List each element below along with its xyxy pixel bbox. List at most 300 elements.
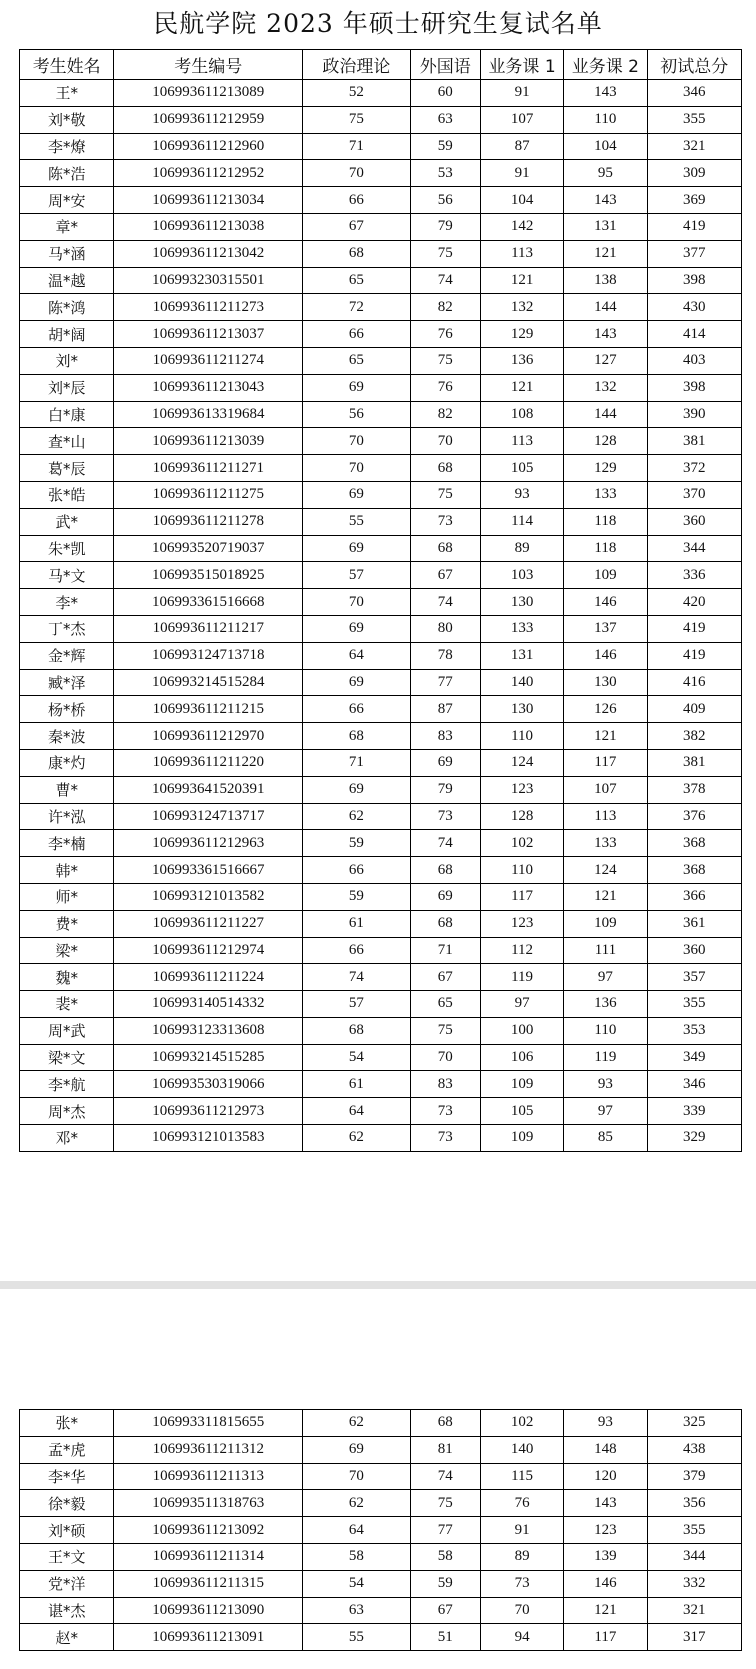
cell-politics: 66 (303, 696, 410, 723)
cell-candidate-id: 106993611211215 (114, 696, 303, 723)
cell-name: 秦*波 (20, 723, 114, 750)
cell-course-1: 113 (480, 428, 563, 455)
cell-candidate-id: 106993611211314 (114, 1543, 303, 1570)
cell-total-score: 438 (647, 1436, 741, 1463)
cell-foreign-language: 75 (410, 1017, 480, 1044)
cell-foreign-language: 73 (410, 803, 480, 830)
cell-course-2: 121 (564, 240, 647, 267)
cell-total-score: 309 (647, 160, 741, 187)
table-row (20, 749, 742, 776)
cell-candidate-id: 106993611212963 (114, 830, 303, 857)
cell-course-2: 121 (564, 1597, 647, 1624)
cell-foreign-language: 79 (410, 776, 480, 803)
cell-total-score: 403 (647, 347, 741, 374)
cell-total-score: 355 (647, 991, 741, 1018)
table-row (20, 374, 742, 401)
cell-course-2: 93 (564, 1071, 647, 1098)
table-row (20, 1125, 742, 1152)
admission-list-table-continued (19, 1409, 742, 1651)
table-row (20, 1436, 742, 1463)
cell-total-score: 369 (647, 187, 741, 214)
table-row (20, 1410, 742, 1437)
cell-politics: 69 (303, 669, 410, 696)
cell-name: 武* (20, 508, 114, 535)
cell-name: 师* (20, 883, 114, 910)
cell-course-1: 124 (480, 749, 563, 776)
cell-foreign-language: 63 (410, 106, 480, 133)
cell-candidate-id: 106993641520391 (114, 776, 303, 803)
cell-course-1: 140 (480, 669, 563, 696)
admission-list-table (19, 49, 742, 1152)
cell-politics: 59 (303, 830, 410, 857)
cell-candidate-id: 106993124713717 (114, 803, 303, 830)
cell-name: 刘*敬 (20, 106, 114, 133)
cell-politics: 68 (303, 723, 410, 750)
cell-course-1: 136 (480, 347, 563, 374)
cell-name: 李*华 (20, 1463, 114, 1490)
cell-candidate-id: 106993214515284 (114, 669, 303, 696)
cell-candidate-id: 106993520719037 (114, 535, 303, 562)
cell-name: 陈*浩 (20, 160, 114, 187)
cell-candidate-id: 106993611211227 (114, 910, 303, 937)
table-row (20, 133, 742, 160)
cell-politics: 64 (303, 1517, 410, 1544)
cell-politics: 69 (303, 374, 410, 401)
cell-politics: 55 (303, 1624, 410, 1651)
cell-foreign-language: 70 (410, 428, 480, 455)
cell-candidate-id: 106993611213090 (114, 1597, 303, 1624)
cell-candidate-id: 106993611211224 (114, 964, 303, 991)
cell-total-score: 372 (647, 455, 741, 482)
table-row (20, 213, 742, 240)
cell-name: 李*燎 (20, 133, 114, 160)
cell-name: 李*楠 (20, 830, 114, 857)
cell-course-1: 106 (480, 1044, 563, 1071)
cell-politics: 62 (303, 1410, 410, 1437)
cell-foreign-language: 67 (410, 562, 480, 589)
cell-course-1: 115 (480, 1463, 563, 1490)
cell-total-score: 381 (647, 749, 741, 776)
table-row (20, 1570, 742, 1597)
table-body-page-1 (20, 80, 742, 1152)
cell-foreign-language: 76 (410, 374, 480, 401)
cell-course-2: 131 (564, 213, 647, 240)
cell-course-2: 107 (564, 776, 647, 803)
cell-foreign-language: 60 (410, 80, 480, 107)
cell-course-2: 146 (564, 1570, 647, 1597)
cell-foreign-language: 70 (410, 1044, 480, 1071)
cell-name: 周*武 (20, 1017, 114, 1044)
cell-total-score: 376 (647, 803, 741, 830)
cell-politics: 70 (303, 160, 410, 187)
cell-course-1: 107 (480, 106, 563, 133)
cell-total-score: 430 (647, 294, 741, 321)
cell-total-score: 317 (647, 1624, 741, 1651)
cell-course-2: 93 (564, 1410, 647, 1437)
cell-course-2: 128 (564, 428, 647, 455)
cell-total-score: 357 (647, 964, 741, 991)
cell-course-2: 111 (564, 937, 647, 964)
cell-candidate-id: 106993611212974 (114, 937, 303, 964)
cell-total-score: 377 (647, 240, 741, 267)
cell-politics: 61 (303, 1071, 410, 1098)
cell-total-score: 336 (647, 562, 741, 589)
cell-course-1: 123 (480, 776, 563, 803)
cell-politics: 58 (303, 1543, 410, 1570)
table-row (20, 240, 742, 267)
cell-foreign-language: 75 (410, 481, 480, 508)
cell-course-1: 140 (480, 1436, 563, 1463)
cell-course-2: 148 (564, 1436, 647, 1463)
cell-course-2: 104 (564, 133, 647, 160)
cell-course-1: 94 (480, 1624, 563, 1651)
cell-foreign-language: 68 (410, 857, 480, 884)
table-row (20, 1098, 742, 1125)
table-row (20, 321, 742, 348)
table-row (20, 535, 742, 562)
cell-course-1: 89 (480, 535, 563, 562)
cell-course-1: 103 (480, 562, 563, 589)
cell-course-2: 136 (564, 991, 647, 1018)
page-title: 民航学院 2023 年硕士研究生复试名单 (153, 9, 603, 38)
cell-course-1: 142 (480, 213, 563, 240)
cell-course-2: 130 (564, 669, 647, 696)
cell-course-2: 143 (564, 80, 647, 107)
cell-course-2: 85 (564, 1125, 647, 1152)
cell-course-2: 143 (564, 321, 647, 348)
cell-name: 陈*鸿 (20, 294, 114, 321)
cell-name: 梁*文 (20, 1044, 114, 1071)
cell-total-score: 381 (647, 428, 741, 455)
cell-name: 杨*桥 (20, 696, 114, 723)
cell-candidate-id: 106993611211273 (114, 294, 303, 321)
cell-name: 孟*虎 (20, 1436, 114, 1463)
cell-name: 张* (20, 1410, 114, 1437)
cell-course-1: 76 (480, 1490, 563, 1517)
cell-total-score: 355 (647, 1517, 741, 1544)
cell-politics: 55 (303, 508, 410, 535)
cell-course-2: 123 (564, 1517, 647, 1544)
cell-name: 张*皓 (20, 481, 114, 508)
cell-foreign-language: 73 (410, 508, 480, 535)
cell-course-1: 93 (480, 481, 563, 508)
cell-total-score: 414 (647, 321, 741, 348)
cell-candidate-id: 106993123313608 (114, 1017, 303, 1044)
cell-politics: 74 (303, 964, 410, 991)
cell-total-score: 321 (647, 1597, 741, 1624)
header-course-2: 业务课 2 (564, 50, 647, 80)
header-politics: 政治理论 (303, 50, 410, 80)
cell-politics: 54 (303, 1044, 410, 1071)
cell-name: 王* (20, 80, 114, 107)
cell-name: 金*辉 (20, 642, 114, 669)
cell-total-score: 409 (647, 696, 741, 723)
cell-total-score: 325 (647, 1410, 741, 1437)
cell-politics: 68 (303, 1017, 410, 1044)
cell-course-1: 109 (480, 1071, 563, 1098)
cell-course-1: 129 (480, 321, 563, 348)
cell-course-1: 91 (480, 160, 563, 187)
cell-total-score: 332 (647, 1570, 741, 1597)
table-header-row (20, 50, 742, 80)
cell-candidate-id: 106993611212960 (114, 133, 303, 160)
cell-candidate-id: 106993611211274 (114, 347, 303, 374)
cell-total-score: 370 (647, 481, 741, 508)
cell-candidate-id: 106993140514332 (114, 991, 303, 1018)
cell-politics: 70 (303, 455, 410, 482)
cell-politics: 63 (303, 1597, 410, 1624)
cell-course-1: 87 (480, 133, 563, 160)
cell-foreign-language: 74 (410, 1463, 480, 1490)
cell-course-2: 110 (564, 1017, 647, 1044)
cell-name: 康*灼 (20, 749, 114, 776)
cell-course-2: 144 (564, 294, 647, 321)
cell-course-1: 105 (480, 455, 563, 482)
cell-total-score: 360 (647, 508, 741, 535)
table-row (20, 1463, 742, 1490)
table-row (20, 562, 742, 589)
cell-candidate-id: 106993611211271 (114, 455, 303, 482)
cell-total-score: 349 (647, 1044, 741, 1071)
cell-candidate-id: 106993361516667 (114, 857, 303, 884)
cell-total-score: 416 (647, 669, 741, 696)
cell-name: 葛*辰 (20, 455, 114, 482)
table-body-page-2 (20, 1410, 742, 1651)
cell-foreign-language: 65 (410, 991, 480, 1018)
cell-name: 刘* (20, 347, 114, 374)
cell-course-1: 102 (480, 830, 563, 857)
cell-foreign-language: 82 (410, 401, 480, 428)
cell-name: 曹* (20, 776, 114, 803)
cell-course-1: 70 (480, 1597, 563, 1624)
cell-course-2: 124 (564, 857, 647, 884)
table-row (20, 883, 742, 910)
cell-course-1: 91 (480, 1517, 563, 1544)
cell-total-score: 419 (647, 615, 741, 642)
cell-course-2: 120 (564, 1463, 647, 1490)
cell-total-score: 329 (647, 1125, 741, 1152)
cell-course-2: 126 (564, 696, 647, 723)
cell-course-2: 109 (564, 562, 647, 589)
table-row (20, 106, 742, 133)
cell-candidate-id: 106993611213091 (114, 1624, 303, 1651)
cell-foreign-language: 69 (410, 883, 480, 910)
cell-course-2: 133 (564, 481, 647, 508)
cell-course-1: 117 (480, 883, 563, 910)
table-row (20, 187, 742, 214)
cell-course-1: 123 (480, 910, 563, 937)
table-row (20, 589, 742, 616)
table-row (20, 508, 742, 535)
cell-politics: 68 (303, 240, 410, 267)
cell-name: 周*杰 (20, 1098, 114, 1125)
cell-politics: 54 (303, 1570, 410, 1597)
cell-candidate-id: 106993611213038 (114, 213, 303, 240)
cell-name: 费* (20, 910, 114, 937)
cell-name: 丁*杰 (20, 615, 114, 642)
cell-foreign-language: 59 (410, 1570, 480, 1597)
cell-total-score: 361 (647, 910, 741, 937)
cell-candidate-id: 106993611211312 (114, 1436, 303, 1463)
header-name: 考生姓名 (20, 50, 114, 80)
cell-course-2: 121 (564, 723, 647, 750)
cell-course-1: 110 (480, 723, 563, 750)
table-row (20, 723, 742, 750)
cell-course-1: 113 (480, 240, 563, 267)
cell-foreign-language: 77 (410, 669, 480, 696)
cell-foreign-language: 69 (410, 749, 480, 776)
cell-politics: 62 (303, 1125, 410, 1152)
cell-name: 朱*凯 (20, 535, 114, 562)
cell-course-1: 104 (480, 187, 563, 214)
cell-name: 许*泓 (20, 803, 114, 830)
cell-total-score: 360 (647, 937, 741, 964)
cell-name: 梁* (20, 937, 114, 964)
table-row (20, 776, 742, 803)
cell-candidate-id: 106993611211217 (114, 615, 303, 642)
cell-course-2: 95 (564, 160, 647, 187)
cell-politics: 69 (303, 776, 410, 803)
cell-course-1: 114 (480, 508, 563, 535)
cell-candidate-id: 106993611213089 (114, 80, 303, 107)
cell-politics: 69 (303, 1436, 410, 1463)
cell-politics: 70 (303, 1463, 410, 1490)
cell-politics: 64 (303, 642, 410, 669)
cell-candidate-id: 106993611213092 (114, 1517, 303, 1544)
cell-name: 裴* (20, 991, 114, 1018)
cell-name: 查*山 (20, 428, 114, 455)
cell-foreign-language: 71 (410, 937, 480, 964)
cell-name: 韩* (20, 857, 114, 884)
cell-total-score: 355 (647, 106, 741, 133)
cell-foreign-language: 56 (410, 187, 480, 214)
table-row (20, 428, 742, 455)
cell-course-2: 113 (564, 803, 647, 830)
cell-candidate-id: 106993613319684 (114, 401, 303, 428)
cell-total-score: 420 (647, 589, 741, 616)
table-row (20, 991, 742, 1018)
cell-course-1: 121 (480, 374, 563, 401)
cell-politics: 70 (303, 589, 410, 616)
cell-total-score: 382 (647, 723, 741, 750)
cell-politics: 62 (303, 1490, 410, 1517)
cell-course-2: 121 (564, 883, 647, 910)
cell-politics: 62 (303, 803, 410, 830)
cell-politics: 65 (303, 267, 410, 294)
cell-foreign-language: 73 (410, 1098, 480, 1125)
cell-politics: 70 (303, 428, 410, 455)
table-row (20, 615, 742, 642)
cell-politics: 65 (303, 347, 410, 374)
cell-course-1: 91 (480, 80, 563, 107)
cell-candidate-id: 106993311815655 (114, 1410, 303, 1437)
cell-name: 刘*辰 (20, 374, 114, 401)
cell-course-2: 143 (564, 1490, 647, 1517)
cell-course-2: 133 (564, 830, 647, 857)
table-row (20, 1017, 742, 1044)
cell-candidate-id: 106993611213043 (114, 374, 303, 401)
cell-course-1: 131 (480, 642, 563, 669)
cell-total-score: 419 (647, 642, 741, 669)
cell-candidate-id: 106993611211275 (114, 481, 303, 508)
cell-course-2: 97 (564, 1098, 647, 1125)
cell-name: 胡*阔 (20, 321, 114, 348)
cell-course-2: 137 (564, 615, 647, 642)
cell-total-score: 346 (647, 1071, 741, 1098)
cell-politics: 66 (303, 857, 410, 884)
cell-course-1: 102 (480, 1410, 563, 1437)
cell-candidate-id: 106993611212952 (114, 160, 303, 187)
cell-foreign-language: 58 (410, 1543, 480, 1570)
cell-course-2: 118 (564, 508, 647, 535)
cell-total-score: 346 (647, 80, 741, 107)
cell-candidate-id: 106993611211315 (114, 1570, 303, 1597)
cell-candidate-id: 106993121013583 (114, 1125, 303, 1152)
cell-course-1: 130 (480, 589, 563, 616)
cell-foreign-language: 68 (410, 455, 480, 482)
cell-foreign-language: 83 (410, 1071, 480, 1098)
cell-course-2: 109 (564, 910, 647, 937)
table-row (20, 696, 742, 723)
cell-candidate-id: 106993515018925 (114, 562, 303, 589)
cell-foreign-language: 82 (410, 294, 480, 321)
cell-total-score: 344 (647, 535, 741, 562)
cell-foreign-language: 74 (410, 830, 480, 857)
cell-politics: 66 (303, 937, 410, 964)
cell-politics: 69 (303, 481, 410, 508)
cell-politics: 66 (303, 187, 410, 214)
cell-total-score: 321 (647, 133, 741, 160)
cell-candidate-id: 106993611213039 (114, 428, 303, 455)
cell-politics: 66 (303, 321, 410, 348)
cell-name: 温*越 (20, 267, 114, 294)
cell-course-1: 89 (480, 1543, 563, 1570)
cell-course-2: 139 (564, 1543, 647, 1570)
cell-candidate-id: 106993611211220 (114, 749, 303, 776)
cell-foreign-language: 87 (410, 696, 480, 723)
cell-politics: 52 (303, 80, 410, 107)
header-course-1: 业务课 1 (480, 50, 563, 80)
cell-total-score: 398 (647, 374, 741, 401)
cell-politics: 64 (303, 1098, 410, 1125)
cell-candidate-id: 106993611211278 (114, 508, 303, 535)
cell-name: 谌*杰 (20, 1597, 114, 1624)
cell-course-2: 129 (564, 455, 647, 482)
cell-politics: 56 (303, 401, 410, 428)
table-row (20, 1044, 742, 1071)
cell-total-score: 368 (647, 830, 741, 857)
cell-total-score: 390 (647, 401, 741, 428)
cell-foreign-language: 51 (410, 1624, 480, 1651)
cell-course-2: 144 (564, 401, 647, 428)
cell-total-score: 379 (647, 1463, 741, 1490)
table-row (20, 160, 742, 187)
cell-course-1: 109 (480, 1125, 563, 1152)
cell-politics: 67 (303, 213, 410, 240)
cell-politics: 69 (303, 535, 410, 562)
table-row (20, 830, 742, 857)
cell-course-2: 117 (564, 749, 647, 776)
cell-total-score: 366 (647, 883, 741, 910)
table-row (20, 294, 742, 321)
header-candidate-id: 考生编号 (114, 50, 303, 80)
cell-foreign-language: 68 (410, 1410, 480, 1437)
cell-total-score: 344 (647, 1543, 741, 1570)
cell-politics: 61 (303, 910, 410, 937)
cell-candidate-id: 106993361516668 (114, 589, 303, 616)
header-total-score: 初试总分 (647, 50, 741, 80)
cell-name: 李*航 (20, 1071, 114, 1098)
